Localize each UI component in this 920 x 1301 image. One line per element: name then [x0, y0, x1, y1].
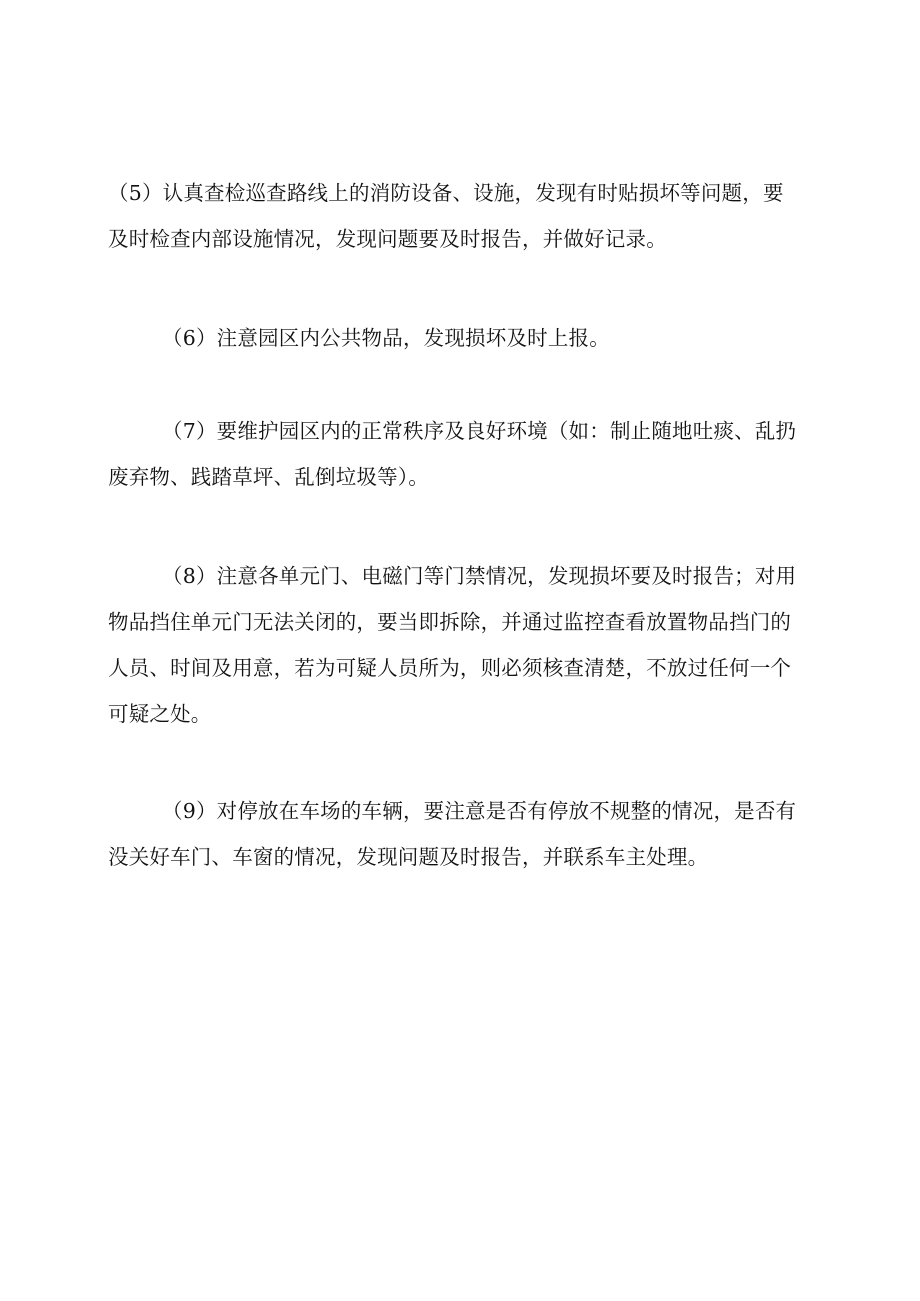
paragraph-line: 没关好车门、车窗的情况，发现问题及时报告，并联系车主处理。	[108, 845, 709, 869]
paragraph-line: 物品挡住单元门无法关闭的，要当即拆除，并通过监控查看放置物品挡门的	[108, 610, 792, 634]
paragraph-line: （7）要维护园区内的正常秩序及良好环境（如：制止随地吐痰、乱扔	[162, 419, 797, 443]
paragraph-line: 及时检查内部设施情况，发现问题要及时报告，并做好记录。	[108, 227, 667, 251]
paragraph-line: （5）认真查检巡查路线上的消防设备、设施，发现有时贴损坏等问题，要	[108, 181, 784, 205]
paragraph-item-6	[108, 315, 820, 361]
paragraph-line: （8）注意各单元门、电磁门等门禁情况，发现损坏要及时报告；对用	[162, 564, 797, 588]
paragraph-item-8	[108, 553, 820, 737]
paragraph-line: （6）注意园区内公共物品，发现损坏及时上报。	[162, 326, 610, 350]
paragraph-line: （9）对停放在车场的车辆，要注意是否有停放不规整的情况，是否有	[162, 799, 797, 823]
paragraph-line: 可疑之处。	[108, 702, 212, 726]
paragraph-item-9	[108, 788, 820, 880]
paragraph-line: 废弃物、践踏草坪、乱倒垃圾等）。	[108, 465, 429, 489]
paragraph-line: 人员、时间及用意，若为可疑人员所为，则必须核查清楚，不放过任何一个	[108, 656, 792, 680]
paragraph-item-7	[108, 408, 820, 500]
paragraph-item-5	[108, 170, 820, 262]
